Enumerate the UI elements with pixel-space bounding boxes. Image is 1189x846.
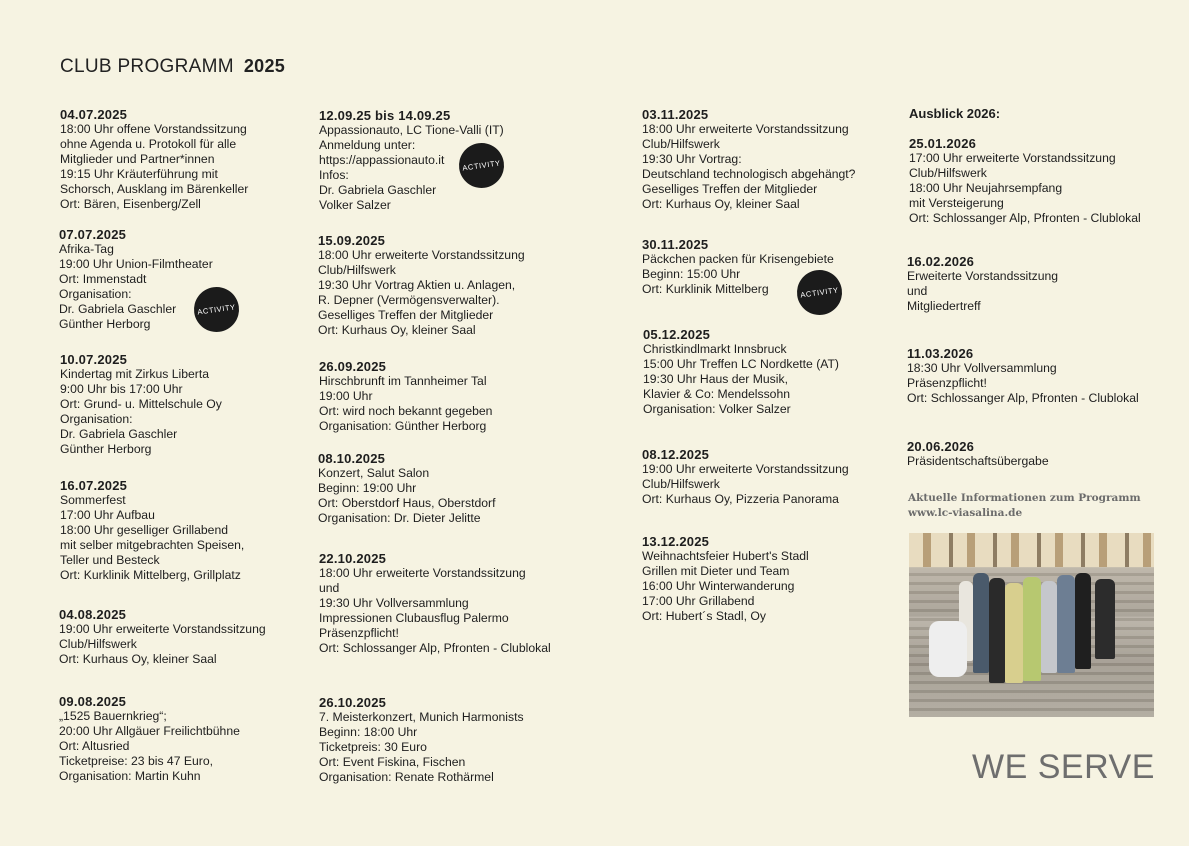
event-line: 18:00 Uhr offene Vorstandssitzung [60,122,247,136]
activity-badge: ACTIVITY [456,140,507,191]
event-line: Ort: Kurhaus Oy, Pizzeria Panorama [642,492,839,506]
event-line: Appassionauto, LC Tione-Valli (IT) [319,123,504,137]
event-date: 05.12.2025 [643,327,711,342]
event-line: Beginn: 15:00 Uhr [642,267,741,281]
event-date: 13.12.2025 [642,534,710,549]
event-line: Dr. Gabriela Gaschler [59,302,177,316]
event-entry [318,233,578,338]
event-line: 17:00 Uhr erweiterte Vorstandssitzung [909,151,1116,165]
event-line: 19:00 Uhr Union-Filmtheater [59,257,213,271]
event-line: und [319,581,340,595]
event-line: Ort: Schlossanger Alp, Pfronten - Clublokal [907,391,1139,405]
event-date: 22.10.2025 [319,551,387,566]
event-date: 16.02.2026 [907,254,975,269]
event-line: Ort: Schlossanger Alp, Pfronten - Clublokal [319,641,551,655]
event-line: Hirschbrunft im Tannheimer Tal [319,374,487,388]
event-line: 9:00 Uhr bis 17:00 Uhr [60,382,183,396]
event-line: Präsenzpflicht! [319,626,399,640]
event-line: 18:30 Uhr Vollversammlung [907,361,1057,375]
event-line: 19:30 Uhr Vortrag Aktien u. Anlagen, [318,278,516,292]
event-line: Beginn: 19:00 Uhr [318,481,417,495]
event-line: Infos: [319,168,349,182]
website-link[interactable]: www.lc-viasalina.de [908,507,1023,519]
event-line: 19:30 Uhr Haus der Musik, [643,372,788,386]
activity-badge: ACTIVITY [794,267,845,318]
event-line: Club/Hilfswerk [318,263,396,277]
event-entry [907,439,1167,469]
event-entry [60,478,320,583]
title-text: CLUB PROGRAMM [60,56,234,77]
event-entry [642,237,902,297]
event-line: 18:00 Uhr geselliger Grillabend [60,523,229,537]
event-entry [60,352,320,457]
event-line: 19:00 Uhr [319,389,373,403]
event-line: Club/Hilfswerk [642,477,720,491]
event-line: Teller und Besteck [60,553,160,567]
event-line: Organisation: Günther Herborg [319,419,487,433]
event-entry [60,107,320,212]
event-line: Dr. Gabriela Gaschler [60,427,178,441]
event-line: 7. Meisterkonzert, Munich Harmonists [319,710,524,724]
event-line: R. Depner (Vermögensverwalter). [318,293,500,307]
event-line: Ort: Hubert´s Stadl, Oy [642,609,766,623]
event-line: Mitglieder und Partner*innen [60,152,215,166]
event-line: Präsidentschaftsübergabe [907,454,1049,468]
event-line: 20:00 Uhr Allgäuer Freilichtbühne [59,724,240,738]
event-line: „1525 Bauernkrieg“; [59,709,167,723]
event-line: Club/Hilfswerk [909,166,987,180]
event-line: Ort: Grund- u. Mittelschule Oy [60,397,222,411]
page-title [60,56,285,78]
event-line: Afrika-Tag [59,242,114,256]
event-date: 09.08.2025 [59,694,127,709]
event-line: Volker Salzer [319,198,391,212]
event-line: 18:00 Uhr Neujahrsempfang [909,181,1063,195]
event-line: Deutschland technologisch abgehängt? [642,167,856,181]
event-line: Grillen mit Dieter und Team [642,564,790,578]
event-date: 04.07.2025 [60,107,128,122]
event-line: Geselliges Treffen der Mitglieder [318,308,494,322]
event-line: Ticketpreise: 23 bis 47 Euro, [59,754,213,768]
outlook-heading: Ausblick 2026: [909,106,1001,121]
event-line: Ort: Kurhaus Oy, kleiner Saal [642,197,800,211]
event-line: Mitgliedertreff [907,299,981,313]
event-line: Klavier & Co: Mendelssohn [643,387,790,401]
event-date: 20.06.2026 [907,439,975,454]
event-date: 25.01.2026 [909,136,977,151]
event-line: Christkindlmarkt Innsbruck [643,342,787,356]
info-text: Aktuelle Informationen zum Programm [908,492,1141,504]
event-entry [643,327,903,417]
event-line: Organisation: Dr. Dieter Jelitte [318,511,481,525]
event-line: Organisation: Volker Salzer [643,402,791,416]
event-line: 18:00 Uhr erweiterte Vorstandssitzung [642,122,849,136]
event-line: 19:30 Uhr Vortrag: [642,152,742,166]
event-date: 12.09.25 bis 14.09.25 [319,108,451,123]
event-line: Ort: Kurhaus Oy, kleiner Saal [59,652,217,666]
event-entry [319,359,579,434]
event-line: mit selber mitgebrachten Speisen, [60,538,245,552]
event-line: Präsenzpflicht! [907,376,987,390]
event-line: Organisation: [59,287,132,301]
event-line: Päckchen packen für Krisengebiete [642,252,834,266]
event-line: Geselliges Treffen der Mitglieder [642,182,818,196]
activity-badge: ACTIVITY [191,284,242,335]
event-line: Ort: wird noch bekannt gegeben [319,404,493,418]
event-line: Ort: Schlossanger Alp, Pfronten - Clublokal [909,211,1141,225]
event-line: 19:30 Uhr Vollversammlung [319,596,469,610]
event-line: Sommerfest [60,493,126,507]
event-entry [642,447,902,507]
event-line: Günther Herborg [60,442,152,456]
event-date: 10.07.2025 [60,352,128,367]
event-line: Dr. Gabriela Gaschler [319,183,437,197]
event-line: 19:00 Uhr erweiterte Vorstandssitzung [642,462,849,476]
we-serve-slogan: WE SERVE [972,748,1155,786]
event-entry [642,107,902,212]
title-year: 2025 [243,56,286,76]
event-entry [319,108,579,213]
event-entry [319,551,579,656]
event-date: 11.03.2026 [907,346,974,361]
event-date: 26.09.2025 [319,359,387,374]
event-date: 08.10.2025 [318,451,386,466]
event-date: 07.07.2025 [59,227,127,242]
event-line: 15:00 Uhr Treffen LC Nordkette (AT) [643,357,839,371]
event-line: 18:00 Uhr erweiterte Vorstandssitzung [319,566,526,580]
event-line: und [907,284,928,298]
event-entry [907,346,1167,406]
event-entry [59,607,319,667]
event-line: 19:15 Uhr Kräuterführung mit [60,167,218,181]
event-line: Organisation: Martin Kuhn [59,769,201,783]
event-line: Schorsch, Ausklang im Bärenkeller [60,182,249,196]
event-entry [642,534,902,624]
event-line: Beginn: 18:00 Uhr [319,725,418,739]
event-line: Impressionen Clubausflug Palermo [319,611,509,625]
event-entry [59,227,319,332]
event-line: 17:00 Uhr Aufbau [60,508,155,522]
event-line: Kindertag mit Zirkus Liberta [60,367,210,381]
event-date: 30.11.2025 [642,237,709,252]
event-line: Anmeldung unter: [319,138,416,152]
event-line: Ort: Bären, Eisenberg/Zell [60,197,201,211]
event-date: 16.07.2025 [60,478,128,493]
event-line: Ort: Kurhaus Oy, kleiner Saal [318,323,476,337]
event-line: Club/Hilfswerk [59,637,137,651]
event-entry [909,136,1169,226]
event-line: Ort: Altusried [59,739,130,753]
event-date: 04.08.2025 [59,607,127,622]
event-entry [319,695,579,785]
event-line: Konzert, Salut Salon [318,466,430,480]
event-date: 26.10.2025 [319,695,387,710]
event-line: 19:00 Uhr erweiterte Vorstandssitzung [59,622,266,636]
event-line: Günther Herborg [59,317,151,331]
event-line: Ticketpreis: 30 Euro [319,740,427,754]
event-line: 18:00 Uhr erweiterte Vorstandssitzung [318,248,525,262]
event-line: Ort: Kurklinik Mittelberg [642,282,769,296]
event-line: Ort: Event Fiskina, Fischen [319,755,466,769]
event-date: 15.09.2025 [318,233,386,248]
event-line: Club/Hilfswerk [642,137,720,151]
event-line: Organisation: Renate Rothärmel [319,770,494,784]
info-block [908,491,1141,521]
group-photo [909,533,1154,717]
event-entry [907,254,1167,314]
event-line: 17:00 Uhr Grillabend [642,594,755,608]
event-entry [59,694,319,784]
event-line: Organisation: [60,412,133,426]
event-line: Ort: Kurklinik Mittelberg, Grillplatz [60,568,241,582]
event-link[interactable]: https://appassionauto.it [319,153,445,167]
event-line: ohne Agenda u. Protokoll für alle [60,137,237,151]
event-line: Ort: Oberstdorf Haus, Oberstdorf [318,496,496,510]
event-line: Ort: Immenstadt [59,272,147,286]
event-entry [318,451,578,526]
event-date: 03.11.2025 [642,107,709,122]
event-line: 16:00 Uhr Winterwanderung [642,579,795,593]
event-line: Weihnachtsfeier Hubert's Stadl [642,549,809,563]
event-line: mit Versteigerung [909,196,1004,210]
event-line: Erweiterte Vorstandssitzung [907,269,1059,283]
event-date: 08.12.2025 [642,447,710,462]
